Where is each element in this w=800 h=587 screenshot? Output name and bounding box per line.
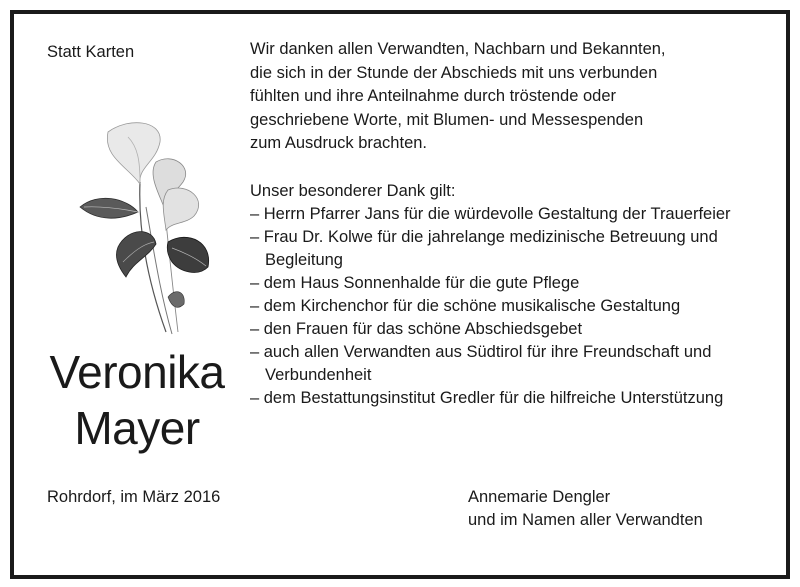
intro-line: zum Ausdruck brachten. <box>250 134 428 152</box>
thanks-item: – dem Kirchenchor für die schöne musikalische Gestaltung <box>250 297 681 315</box>
last-name: Mayer <box>74 402 200 454</box>
thanks-item: – den Frauen für das schöne Abschiedsgebet <box>250 320 583 338</box>
signature-line: Annemarie Dengler <box>468 488 611 506</box>
thanks-item: – auch allen Verwandten aus Südtirol für ihre Freundschaft und Verbundenheit <box>250 343 712 384</box>
intro-line: Wir danken allen Verwandten, Nachbarn und Bekannten, <box>250 40 666 58</box>
statt-karten-label: Statt Karten <box>47 43 135 61</box>
thanks-list <box>250 180 760 410</box>
thanks-item: – dem Haus Sonnenhalde für die gute Pflege <box>250 274 580 292</box>
thanks-item: – Herrn Pfarrer Jans für die würdevolle Gestaltung der Trauerfeier <box>250 205 731 223</box>
thanks-item: – Frau Dr. Kolwe für die jahrelange medizinische Betreuung und Begleitung <box>250 228 718 269</box>
signature-line: und im Namen aller Verwandten <box>468 511 703 529</box>
signature <box>468 486 703 532</box>
intro-line: die sich in der Stunde der Abschieds mit uns verbunden <box>250 63 658 82</box>
thanks-item: – dem Bestattungsinstitut Gredler für die hilfreiche Unterstützung <box>250 389 724 407</box>
intro-line: fühlten und ihre Anteilnahme durch tröstende oder <box>250 87 616 105</box>
first-name: Veronika <box>49 346 225 398</box>
calla-lily-flower-icon <box>68 112 218 337</box>
place-date: Rohrdorf, im März 2016 <box>47 488 221 506</box>
deceased-name <box>32 344 242 456</box>
intro-line: geschriebene Worte, mit Blumen- und Messespenden <box>250 110 644 129</box>
thanks-heading: Unser besonderer Dank gilt: <box>250 182 456 200</box>
intro-paragraph <box>250 38 750 156</box>
